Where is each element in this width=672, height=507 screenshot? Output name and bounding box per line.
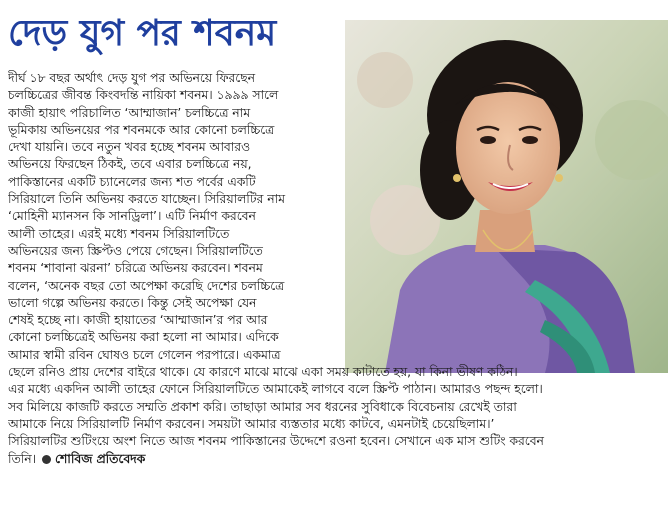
article-body (8, 70, 666, 468)
article-line: কাজী হায়াৎ পরিচালিত ‘আম্মাজান’ চলচ্চিত্রে নাম (8, 105, 251, 120)
article-line: আমার স্বামী রবিন ঘোষও চলে গেলেন পরপারে। একমাত্র (8, 347, 281, 362)
article-line: বলেন, ‘অনেক বছর তো অপেক্ষা করেছি দেশের চলচ্চিত্রে (8, 278, 285, 293)
article-line: ছেলে রনিও প্রায় দেশের বাইরে থাকে। যে কারণে মাঝে মাঝে একা সময় কাটাতে হয়, যা কিনা ভীষণ কঠিন। (8, 365, 518, 380)
article-line: কোনো চলচ্চিত্রেই অভিনয় করা হলো না আমার। এদিকে (8, 330, 279, 345)
article-line: অভিনয়ে ফিরছেন ঠিকই, তবে এবার চলচ্চিত্রে নয়, (8, 157, 252, 172)
headline: দেড় যুগ পর শবনম (8, 13, 277, 54)
article-line: ভালো গল্পে অভিনয় করতে। কিন্তু সেই অপেক্ষা যেন (8, 295, 257, 310)
article-line: সিরিয়ালে তিনি অভিনয় করতে যাচ্ছেন। সিরিয়ালটির নাম (8, 192, 285, 207)
article-line: সব মিলিয়ে কাজটি করতে সম্মতি প্রকাশ করি। তাছাড়া আমার সব ধরনের সুবিধাকে বিবেচনায় রেখেই তারা (8, 399, 517, 414)
article-line: ভূমিকায় অভিনয়ের পর শবনমকে আর কোনো চলচ্চিত্রে (8, 122, 275, 137)
article-line: আলী তাহের। এরই মধ্যে শবনম সিরিয়ালটিতে (8, 226, 230, 241)
article-line: দেখা যায়নি। তবে নতুন খবর হচ্ছে শবনম আবারও (8, 140, 251, 155)
article-line: সিরিয়ালটির শুটিংয়ে অংশ নিতে আজ শবনম পাকিস্তানের উদ্দেশে রওনা হবেন। সেখানে এক মাস শুটিং করবেন (8, 434, 544, 449)
article-line: এর মধ্যে একদিন আলী তাহের ফোনে সিরিয়ালটিতে আমাকেই লাগবে বলে স্ক্রিপ্ট পাঠান। আমারও পছন্দ হলো। (8, 382, 543, 397)
article-line: চলচ্চিত্রের জীবন্ত কিংবদন্তি নায়িকা শবনম। ১৯৯৯ সালে (8, 88, 279, 103)
byline: শোবিজ প্রতিবেদক (55, 451, 146, 466)
article-line: অভিনয়ের জন্য স্ক্রিপ্টও পেয়ে গেছেন। সিরিয়ালটিতে (8, 243, 263, 258)
article-last-line (8, 451, 666, 468)
article-line: শবনম ‘শাবানা ঝরনা’ চরিত্রে অভিনয় করবেন। শবনম (8, 261, 263, 276)
article-line: শেষই হচ্ছে না। কাজী হায়াতের ‘আম্মাজান’র পর আর (8, 313, 268, 328)
last-line-text: তিনি। (8, 451, 36, 466)
article-line: ‘মোহিনী ম্যানসন কি সানড্রিলা’। এটি নির্মাণ করবেন (8, 209, 256, 224)
article-line: পাকিস্তানের একটি চ্যানেলের জন্য শত পর্বের একটি (8, 174, 256, 189)
article-line: দীর্ঘ ১৮ বছর অর্থাৎ দেড় যুগ পর অভিনয়ে ফিরছেন (8, 71, 255, 85)
article-line: আমাকে নিয়ে সিরিয়ালটি নির্মাণ করবেন। সময়টা আমার ব্যস্ততার মধ্যে কাটবে, এমনটাই চেয়েছিলাম।’ (8, 416, 495, 431)
bullet-icon (42, 455, 51, 464)
